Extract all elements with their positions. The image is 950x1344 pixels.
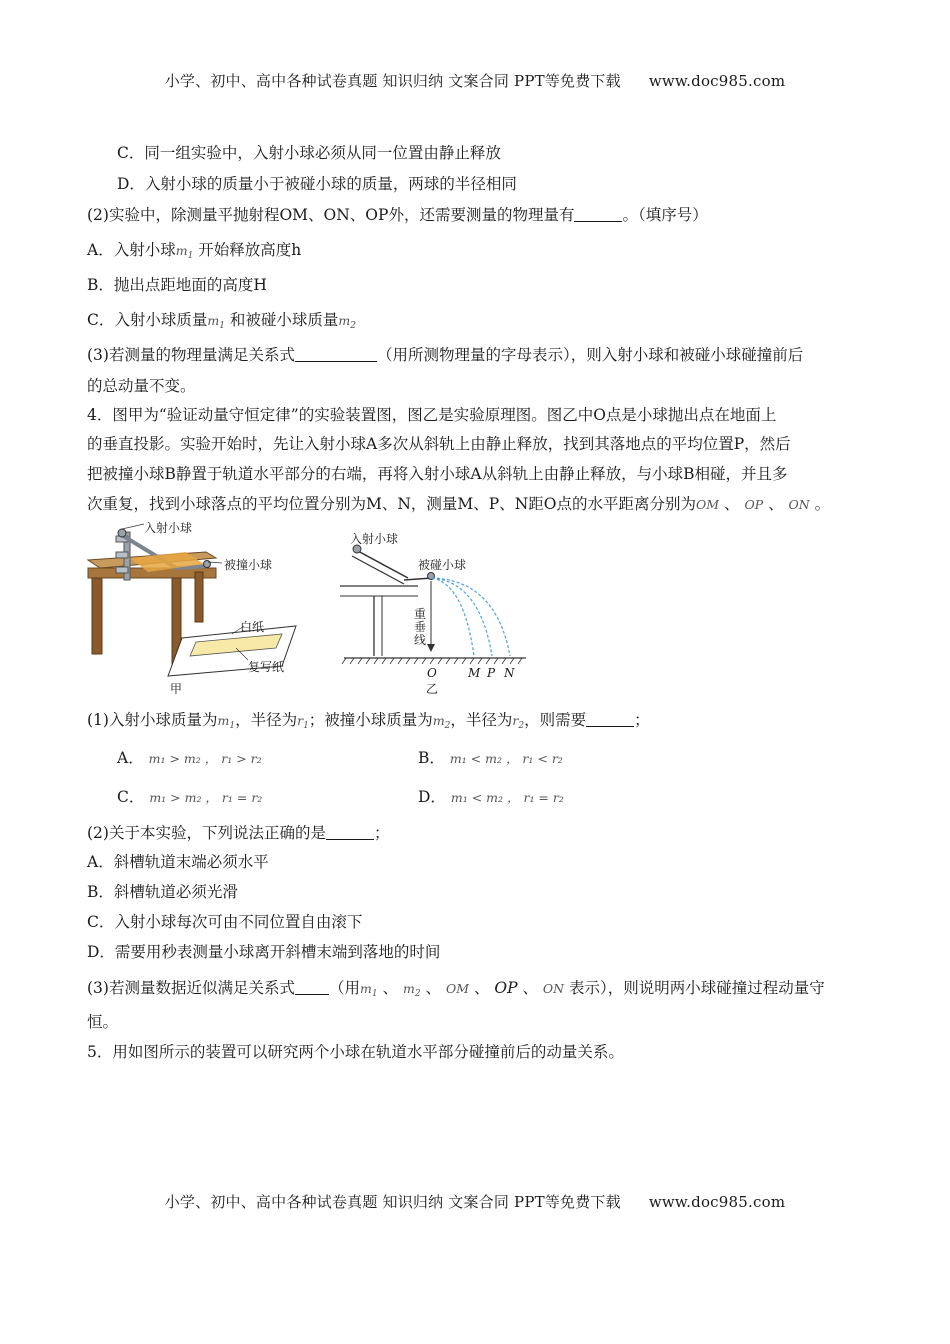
point-m: M <box>468 666 481 680</box>
math-on: ON <box>542 981 565 996</box>
q4-part1-text: (1)入射小球质量为 <box>87 711 218 729</box>
answer-blank[interactable] <box>586 710 634 727</box>
header-text: 小学、初中、高中各种试卷真题 知识归纳 文案合同 PPT等免费下载 <box>164 72 621 90</box>
q3-part2-text: (2)实验中，除测量平抛射程OM、ON、OP外，还需要测量的物理量有 <box>87 206 575 224</box>
q4-part3-text: (3)若测量数据近似满足关系式 <box>87 979 295 997</box>
footer-site[interactable]: www.doc985.com <box>648 1193 786 1211</box>
point-o: O <box>427 666 437 680</box>
figure-caption-yi: 乙 <box>426 682 439 696</box>
math-m2: $m_2$ <box>432 713 451 731</box>
q4-part1-option-c: C． m₁ > m₂ ， r₁ = r₂ <box>117 788 263 806</box>
q4-part1-option-b: B． m₁ < m₂ ， r₁ < r₂ <box>418 749 563 767</box>
q3-option-d: D．入射小球的质量小于被碰小球的质量，两球的半径相同 <box>117 175 517 193</box>
q4-stem-text: 次重复，找到小球落点的平均位置分别为M、N，测量M、P、N距O点的水平距离分别为 <box>87 495 697 513</box>
q4-part2-option-b: B．斜槽轨道必须光滑 <box>87 883 238 901</box>
label-plumb-line: 重垂线 <box>414 607 427 647</box>
option-expr: m₁ < m₂ ， r₁ < r₂ <box>449 751 563 766</box>
footer-text: 小学、初中、高中各种试卷真题 知识归纳 文案合同 PPT等免费下载 <box>164 1193 621 1211</box>
q3-part2-option-c <box>87 310 356 336</box>
math-om: OM <box>445 981 469 996</box>
q4-stem-line1: 4．图甲为“验证动量守恒定律”的实验装置图，图乙是实验原理图。图乙中O点是小球抛出点在地面上 <box>87 406 777 424</box>
math-m2: $m_2$ <box>402 981 421 999</box>
option-expr: m₁ < m₂ ， r₁ = r₂ <box>450 790 564 805</box>
q4-part2-stem: (2)关于本实验，下列说法正确的是 ； <box>87 824 390 842</box>
q3-part2-option-b: B．抛出点距地面的高度H <box>87 276 267 294</box>
label-hit-ball: 被撞小球 <box>224 558 273 572</box>
math-op: OP <box>494 979 518 997</box>
q3-part2-option-a <box>87 240 301 266</box>
math-om: OM <box>696 497 720 512</box>
q4-part2-option-a: A．斜槽轨道末端必须水平 <box>87 853 269 871</box>
page-header <box>0 70 950 91</box>
q3-part3-text: (3)若测量的物理量满足关系式 <box>87 346 295 364</box>
math-m1: $m_1$ <box>359 981 378 999</box>
option-text: 开始释放高度h <box>198 241 302 259</box>
q3-part2-stem <box>87 205 708 225</box>
option-expr: m₁ > m₂ ， r₁ > r₂ <box>148 751 262 766</box>
q3-option-c: C．同一组实验中，入射小球必须从同一位置由静止释放 <box>117 144 501 162</box>
q4-stem-line4: 次重复，找到小球落点的平均位置分别为M、N，测量M、P、N距O点的水平距离分别为OM 、 OP 、 ON 。 <box>87 495 831 513</box>
q4-stem-line3: 把被撞小球B静置于轨道水平部分的右端，再将入射小球A从斜轨上由静止释放，与小球B相碰，并且多 <box>87 465 788 483</box>
answer-blank[interactable] <box>295 345 377 362</box>
label-incident-ball: 入射小球 <box>144 521 193 535</box>
answer-blank[interactable] <box>295 978 329 995</box>
q3-part3-text: （用所测物理量的字母表示），则入射小球和被碰小球碰撞前后 <box>376 346 804 364</box>
math-m1: $m_1$ <box>217 713 236 731</box>
option-expr: m₁ > m₂ ， r₁ = r₂ <box>149 790 263 805</box>
option-text: A．入射小球 <box>87 241 176 259</box>
q4-part3-line2: 恒。 <box>87 1013 119 1031</box>
math-op: OP <box>744 497 764 512</box>
math-on: ON <box>788 497 810 512</box>
q3-part2-end: 。（填序号） <box>622 206 708 224</box>
q5-stem: 5．用如图所示的装置可以研究两个小球在轨道水平部分碰撞前后的动量关系。 <box>87 1043 624 1061</box>
point-p: P <box>487 666 496 680</box>
page-footer <box>0 1191 950 1212</box>
q4-stem-line2: 的垂直投影。实验开始时，先让入射小球A多次从斜轨上由静止释放，找到其落地点的平均位置P，然后 <box>87 435 791 453</box>
math-m2: $m_2$ <box>338 313 357 331</box>
option-text: 和被碰小球质量 <box>229 311 339 329</box>
figure-principle <box>340 526 530 698</box>
option-text: C．入射小球质量 <box>87 311 208 329</box>
q3-part3-line2: 的总动量不变。 <box>87 377 196 395</box>
q4-part1-stem: (1)入射小球质量为$m_1$，半径为$r_1$；被撞小球质量为$m_2$，半径为$r_2$，则需要 ； <box>87 711 650 731</box>
label-carbon-paper: 复写纸 <box>248 660 285 674</box>
math-r1: $r_1$ <box>297 713 309 731</box>
label-hit-ball: 被碰小球 <box>418 558 467 572</box>
math-m1: $m_1$ <box>207 313 225 331</box>
point-n: N <box>504 666 515 680</box>
q3-part3-stem <box>87 345 803 365</box>
figure-caption-jia: 甲 <box>170 682 183 696</box>
label-white-paper: 白纸 <box>240 620 265 634</box>
q4-part1-option-d: D． m₁ < m₂ ， r₁ = r₂ <box>418 788 564 806</box>
label-incident-ball: 入射小球 <box>350 532 399 546</box>
q4-part2-option-d: D．需要用秒表测量小球离开斜槽末端到落地的时间 <box>87 943 441 961</box>
figure-apparatus <box>86 522 316 694</box>
answer-blank[interactable] <box>326 823 374 840</box>
answer-blank[interactable] <box>574 205 622 222</box>
q4-part2-option-c: C．入射小球每次可由不同位置自由滚下 <box>87 913 363 931</box>
math-r2: $r_2$ <box>512 713 525 731</box>
q4-part3-stem: (3)若测量数据近似满足关系式 （用$m_1$ 、 $m_2$ 、 OM 、 OP 、 ON 表示），则说明两小球碰撞过程动量守 <box>87 979 825 999</box>
q4-part1-option-a: A． m₁ > m₂ ， r₁ > r₂ <box>117 749 262 767</box>
q4-part2-text: (2)关于本实验，下列说法正确的是 <box>87 824 326 842</box>
header-site[interactable]: www.doc985.com <box>648 72 786 90</box>
math-m1: $m_1$ <box>175 243 194 261</box>
